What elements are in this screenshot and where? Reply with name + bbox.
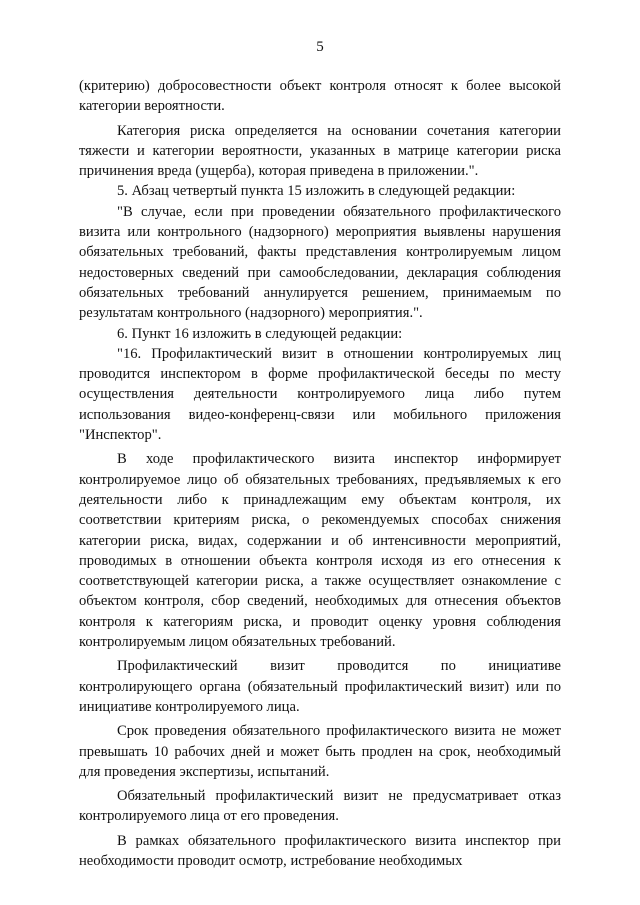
document-body	[79, 76, 561, 871]
page-number: 5	[316, 39, 324, 55]
paragraph-no-refusal: Обязательный профилактический визит не предусматривает отказ контролируемого лица от его проведения.	[79, 788, 561, 825]
paragraph-inspection: В рамках обязательного профилактического визита инспектор при необходимости проводит осмотр, истребование необходимых	[79, 832, 561, 869]
paragraph-continuation: (критерию) добросовестности объект контроля относят к более высокой категории вероятности.	[79, 78, 561, 115]
paragraph-item-16-text: "16. Профилактический визит в отношении контролируемых лиц проводится инспектором в форме профилактической беседы по месту осуществления деятельности контролируемого лица либо путем использования видео-конференц-связи или мобильного приложения "Инспектор".	[79, 345, 561, 444]
paragraph-risk-category: Категория риска определяется на основании сочетания категории тяжести и категории вероятности, указанных в матрице категории риска причинения вреда (ущерба), которая приведена в приложении.".	[79, 122, 561, 180]
paragraph-item-6-heading: 6. Пункт 16 изложить в следующей редакции:	[117, 325, 403, 342]
paragraph-visit-duration: Срок проведения обязательного профилактического визита не может превышать 10 рабочих дней и может быть продлен на срок, необходимый для проведения экспертизы, испытаний.	[79, 723, 561, 780]
paragraph-visit-initiative: Профилактический визит проводится по инициативе контролирующего органа (обязательный профилактический визит) или по инициативе контролируемого лица.	[79, 658, 561, 715]
paragraph-visit-content: В ходе профилактического визита инспектор информирует контролируемое лицо об обязательных требованиях, предъявляемых к его деятельности либо к принадлежащим ему объектам контроля, их соответствии критериям риска, о рекомендуемых способах снижения категории риска, видах, содержании и об интенсивности мероприятий, проводимых в отношении объекта контроля исходя из его отнесения к соответствующей категории риска, а также осуществляет ознакомление с объектом контроля, сбор сведений, необходимых для отнесения объектов контроля к категориям риска, и проводит оценку уровня соблюдения контролируемым лицом обязательных требований.	[79, 451, 561, 651]
paragraph-item-5-text: "В случае, если при проведении обязательного профилактического визита или контрольного (надзорного) мероприятия выявлены нарушения обязательных требований, факты представления контролируемым лицом недостоверных сведений при самообследовании, декларация соблюдения обязательных требований аннулируется решением, принимаемым по результатам контрольного (надзорного) мероприятия.".	[79, 203, 561, 322]
paragraph-item-5-heading: 5. Абзац четвертый пункта 15 изложить в следующей редакции:	[117, 183, 516, 200]
